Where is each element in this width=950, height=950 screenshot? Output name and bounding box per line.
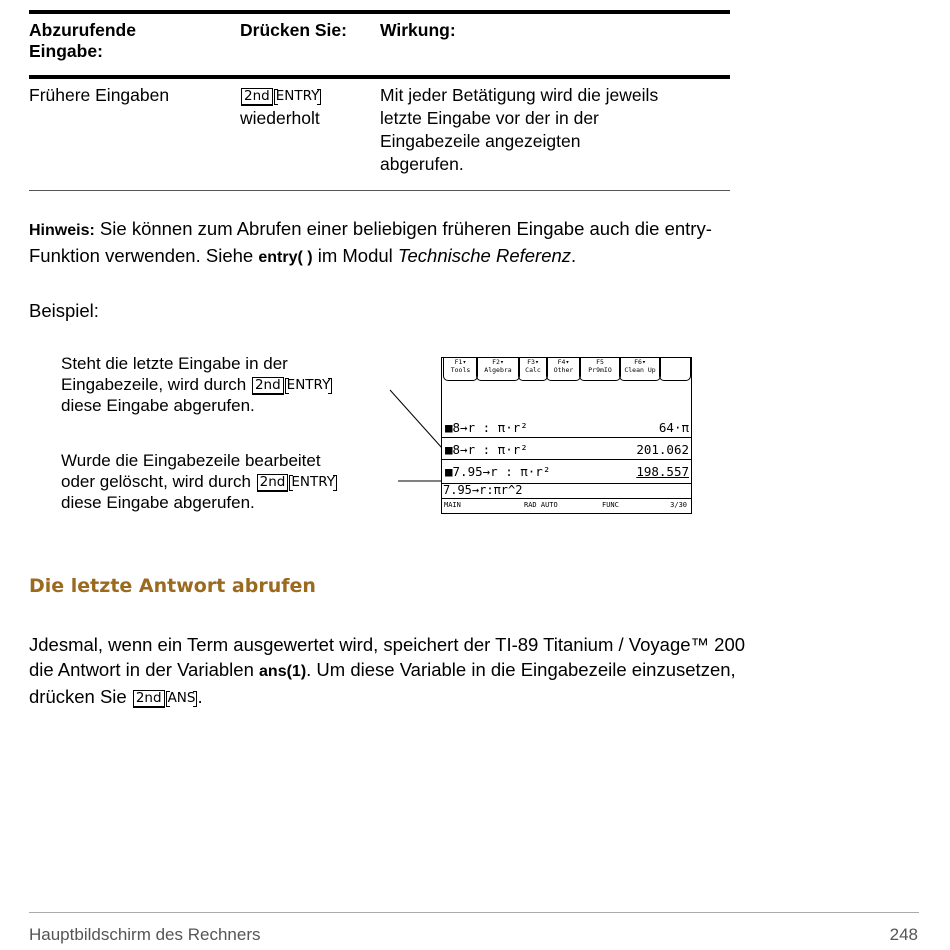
calculator-screen	[441, 357, 692, 514]
note-reference: Technische Referenz	[397, 245, 572, 266]
note-text: Sie können zum Abrufen einer beliebigen früheren Eingabe auch die entry-	[94, 218, 712, 239]
example-label: Beispiel:	[29, 300, 99, 321]
toolbar-f6[interactable]: F6▾ Clean Up	[619, 358, 661, 381]
callout-line: diese Eingabe abgerufen.	[61, 396, 255, 415]
history-entry: ■7.95→r : π·r²	[445, 464, 551, 479]
toolbar-f1[interactable]: F1▾ Tools	[443, 358, 478, 381]
section-text: die Antwort in der Variablen	[29, 659, 260, 680]
note-code: entry( )	[258, 249, 313, 266]
key-2nd: 2nd	[133, 690, 165, 708]
history-divider	[442, 437, 691, 438]
key-2nd: 2nd	[241, 88, 273, 106]
callout-line: diese Eingabe abgerufen.	[61, 493, 255, 512]
row-press-suffix: wiederholt	[240, 108, 320, 128]
toolbar-f2[interactable]: F2▾ Algebra	[476, 358, 520, 381]
key-entry: ENTRY	[291, 474, 336, 490]
history-result: 198.557	[636, 464, 689, 479]
history-result: 64·π	[658, 420, 689, 435]
callout-line: Steht die letzte Eingabe in der	[61, 354, 288, 373]
header-effect: Wirkung:	[380, 20, 456, 40]
note-text: Funktion verwenden. Siehe	[29, 245, 259, 266]
note-text: im Modul	[312, 245, 398, 266]
header-input-line2: Eingabe:	[29, 41, 103, 61]
section-paragraph	[29, 632, 745, 709]
ans-code: ans(1)	[259, 663, 307, 680]
effect-line: abgerufen.	[380, 154, 464, 174]
key-entry: ENTRY	[286, 377, 331, 393]
row-input: Frühere Eingaben	[29, 85, 170, 105]
status-mode: MAIN	[444, 501, 461, 509]
page-number: 248	[889, 925, 918, 944]
key-2nd: 2nd	[257, 474, 289, 492]
section-text: drücken Sie	[29, 686, 132, 707]
key-ans: ANS	[167, 690, 196, 706]
callout-line: Eingabezeile, wird durch	[61, 375, 251, 394]
effect-line: Mit jeder Betätigung wird die jeweils	[380, 85, 659, 105]
footer-title: Hauptbildschirm des Rechners	[29, 925, 261, 944]
status-angle: RAD AUTO	[524, 501, 558, 509]
history-result: 201.062	[636, 442, 689, 457]
history-entry: ■8→r : π·r²	[445, 420, 528, 435]
header-input-line1: Abzurufende	[29, 20, 136, 40]
status-count: 3/30	[670, 501, 687, 509]
note-text: .	[571, 245, 577, 266]
history-entry: ■8→r : π·r²	[445, 442, 528, 457]
toolbar-f4[interactable]: F4▾ Other	[546, 358, 581, 381]
section-heading: Die letzte Antwort abrufen	[29, 575, 316, 597]
leader-line-1	[390, 390, 442, 448]
toolbar-blank	[659, 358, 691, 381]
entry-line[interactable]: 7.95→r:πr^2	[443, 483, 523, 497]
callout-line: oder gelöscht, wird durch	[61, 472, 256, 491]
effect-line: letzte Eingabe vor der in der	[380, 108, 599, 128]
section-text: . Um diese Variable in die Eingabezeile einzusetzen,	[306, 659, 736, 680]
toolbar-f3[interactable]: F3▾ Calc	[518, 358, 548, 381]
note-label: Hinweis:	[29, 222, 95, 239]
key-entry: ENTRY	[275, 88, 320, 104]
section-text: Jdesmal, wenn ein Term ausgewertet wird, speichert der TI-89 Titanium / Voyage™ 200	[29, 634, 746, 655]
header-press: Drücken Sie:	[240, 20, 347, 40]
status-divider	[442, 498, 691, 499]
footer-rule	[29, 912, 919, 913]
toolbar-f5[interactable]: F5 Pr9mIO	[579, 358, 621, 381]
effect-line: Eingabezeile angezeigten	[380, 131, 581, 151]
status-graph: FUNC	[602, 501, 619, 509]
section-text: .	[197, 686, 203, 707]
key-2nd: 2nd	[252, 377, 284, 395]
callout-line: Wurde die Eingabezeile bearbeitet	[61, 451, 321, 470]
history-divider	[442, 459, 691, 460]
